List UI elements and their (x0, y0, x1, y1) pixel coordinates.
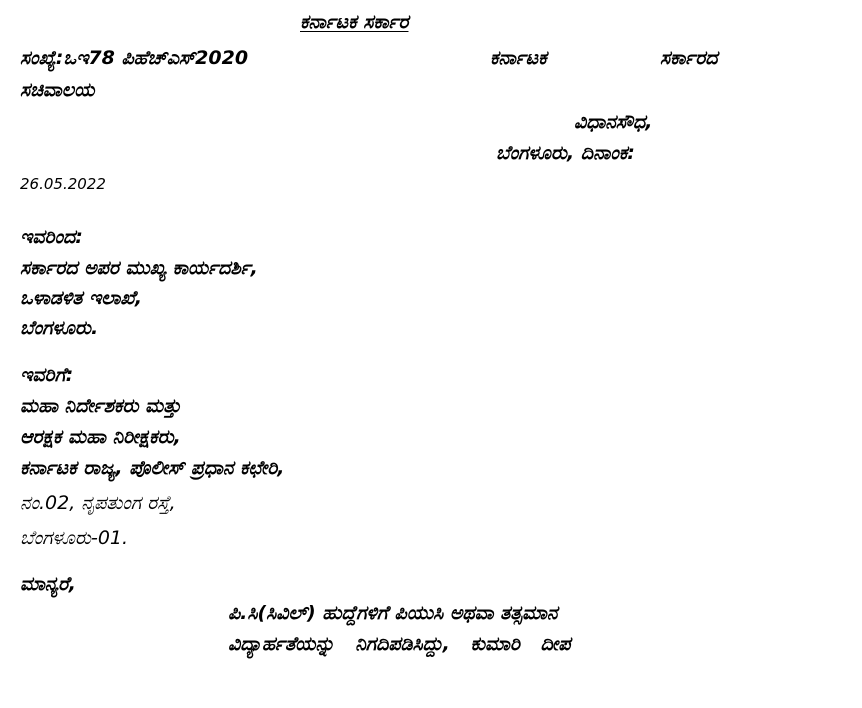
letter-date: 26.05.2022 (20, 175, 106, 193)
from-line: ಒಳಾಡಳಿತ ಇಲಾಖೆ, (20, 287, 143, 309)
to-line: ಕರ್ನಾಟಕ ರಾಜ್ಯ, ಪೊಲೀಸ್ ಪ್ರಧಾನ ಕಛೇರಿ, (20, 457, 285, 479)
salutation: ಮಾನ್ಯರೆ, (20, 573, 76, 595)
place-line: ವಿಧಾನಸೌಧ, (574, 111, 653, 133)
place-date-label: ಬೆಂಗಳೂರು, ದಿನಾಂಕ: (496, 142, 635, 164)
to-line: ಬೆಂಗಳೂರು-01. (20, 527, 129, 549)
header-right-word-2: ಸರ್ಕಾರದ (660, 47, 718, 69)
to-line: ಮಹಾ ನಿರ್ದೇಶಕರು ಮತ್ತು (20, 395, 181, 417)
page-title: ಕರ್ನಾಟಕ ಸರ್ಕಾರ (300, 11, 409, 33)
to-line: ಆರಕ್ಷಕ ಮಹಾ ನಿರೀಕ್ಷಕರು, (20, 426, 181, 448)
from-label: ಇವರಿಂದ: (20, 226, 83, 248)
secretariat-line: ಸಚಿವಾಲಯ (20, 79, 95, 101)
body-line: ಪಿ.ಸಿ(ಸಿವಿಲ್) ಹುದ್ದೆಗಳಿಗೆ ಪಿಯುಸಿ ಅಥವಾ ತತ್ಸಮಾನ (228, 602, 558, 624)
header-right-word-1: ಕರ್ನಾಟಕ (490, 47, 547, 69)
to-line: ನಂ.02, ನೃಪತುಂಗ ರಸ್ತೆ, (20, 492, 176, 514)
from-line: ಬೆಂಗಳೂರು. (20, 317, 99, 339)
from-line: ಸರ್ಕಾರದ ಅಪರ ಮುಖ್ಯ ಕಾರ್ಯದರ್ಶಿ, (20, 257, 258, 279)
reference-number: ಸಂಖ್ಯೆ:ಒಇ78 ಪಿಹೆಚ್ಎಸ್2020 (20, 47, 249, 69)
to-label: ಇವರಿಗೆ: (20, 364, 74, 386)
body-line: ವಿದ್ಯಾರ್ಹತೆಯನ್ನು ನಿಗದಿಪಡಿಸಿದ್ದು, ಕುಮಾರಿ ದೀಪ (228, 633, 571, 655)
